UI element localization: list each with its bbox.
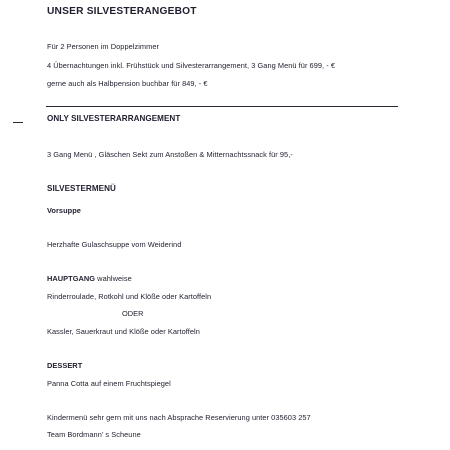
only-arrangement-heading: ONLY SILVESTERARRANGEMENT [47,114,181,123]
margin-dash [13,122,23,123]
main-course-separator: ODER [122,309,144,318]
main-course-option-1: Rinderroulade, Rotkohl und Klöße oder Kartoffeln [47,292,212,301]
offer-line-persons: Für 2 Personen im Doppelzimmer [47,42,159,51]
kids-menu-note: Kindermenü sehr gern mit uns nach Absprache Reservierung unter 035603 257 [47,413,311,422]
dessert-item: Panna Cotta auf einem Fruchtspiegel [47,379,171,388]
menu-heading: SILVESTERMENÜ [47,184,116,193]
main-course-label: HAUPTGANG [47,274,96,283]
dessert-label: DESSERT [47,361,83,370]
offer-line-halfboard: gerne auch als Halbpension buchbar für 849, - € [47,79,208,88]
main-course-label-suffix: wahlweise [95,274,132,283]
main-course-heading [47,274,132,283]
team-signature: Team Bordmann’ s Scheune [47,430,141,439]
only-arrangement-text: 3 Gang Menü , Gläschen Sekt zum Anstoßen & Mitternachtssnack für 95,- [47,150,293,159]
main-course-option-2: Kassler, Sauerkraut und Klöße oder Kartoffeln [47,327,200,336]
page-title: UNSER SILVESTERANGEBOT [47,6,197,17]
offer-line-package: 4 Übernachtungen inkl. Frühstück und Silvesterarrangement, 3 Gang Menü für 699, - € [47,61,336,70]
starter-label: Vorsuppe [47,206,81,215]
section-divider [46,106,398,107]
starter-item: Herzhafte Gulaschsuppe vom Weiderind [47,240,182,249]
